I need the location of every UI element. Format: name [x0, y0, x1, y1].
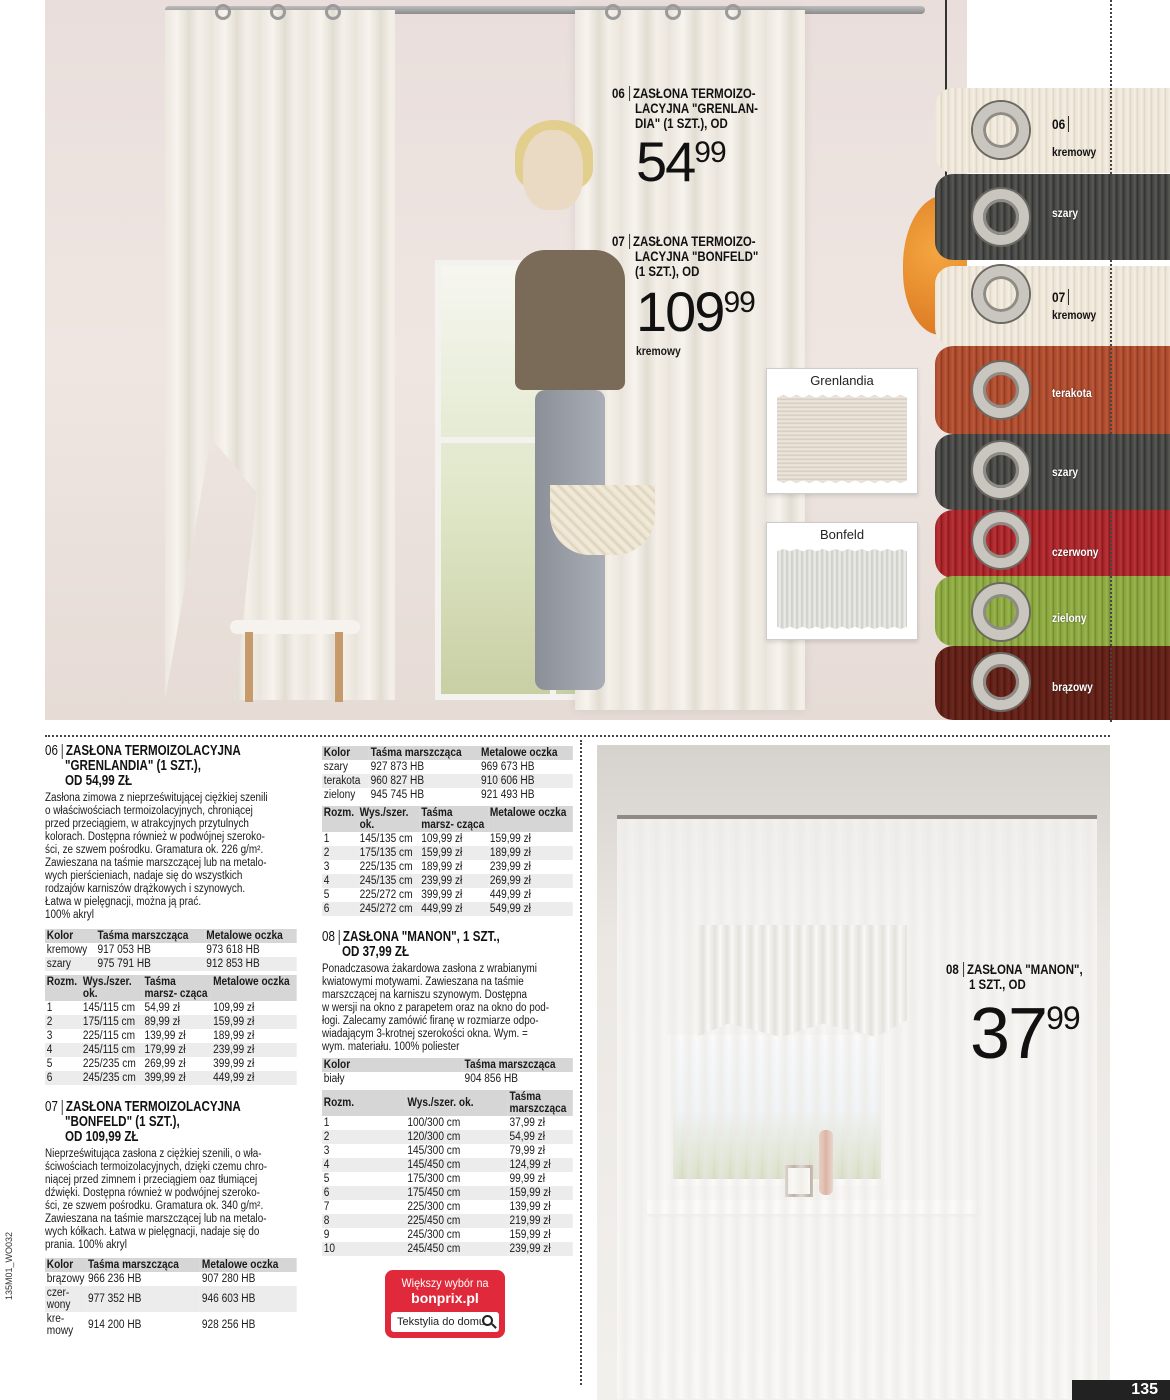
- manon-valance: [697, 925, 907, 1037]
- divider: [580, 740, 582, 1385]
- stool-leg: [335, 632, 343, 702]
- color-label: zielony: [1052, 611, 1087, 625]
- curtain-ring: [215, 4, 231, 20]
- stack-07-number: 07: [1052, 289, 1069, 305]
- color-label: brązowy: [1052, 680, 1093, 694]
- curtain-ring: [605, 4, 621, 20]
- color-table-07: Kolor Taśma marszcząca Metalowe oczka brązowy 966 236 HB 907 280 HB czer- wony 977 352 HB 946 603 HB kre- mowy 914 200 HB 928 256 HB: [45, 1258, 297, 1338]
- curtain-ring: [270, 4, 286, 20]
- color-table-06: Kolor Taśma marszcząca Metalowe oczka kremowy 917 053 HB 973 618 HB szary 975 791 HB 912 853 HB: [45, 929, 297, 971]
- color-label: kremowy: [1052, 308, 1097, 322]
- promo-link[interactable]: bonprix.pl: [411, 1290, 479, 1306]
- hero-color-07: kremowy: [636, 344, 681, 358]
- stack-07-kremowy: [935, 266, 1170, 346]
- swatch-title: Bonfeld: [819, 527, 865, 542]
- woman-cardigan: [515, 250, 625, 390]
- stack-07-czerwony: [935, 510, 1170, 578]
- curtain-ring: [725, 4, 741, 20]
- product-price: OD 54,99 ZŁ: [65, 773, 133, 789]
- curtain-ring: [325, 4, 341, 20]
- product-title: 08 ZASŁONA "MANON", 1 SZT.,: [322, 929, 500, 945]
- page-number: 135: [1072, 1380, 1170, 1400]
- color-label: szary: [1052, 465, 1079, 479]
- swatch-grenlandia: [766, 368, 918, 494]
- fabric-sample: [777, 395, 907, 483]
- product-07: [45, 1100, 300, 1252]
- swatch-title: Grenlandia: [810, 373, 874, 388]
- stool-leg: [245, 632, 253, 702]
- fabric-stack: [935, 88, 1170, 720]
- divider: [45, 735, 1110, 737]
- curtain-ring: [665, 4, 681, 20]
- product-description: Ponadczasowa żakardowa zasłona z wrabianymi kwiatowymi motywami. Zawieszana na taśmie marszczącej na karniszu szynowym. Dostępna w wersji na okno z parapetem oraz na okno do pod- łogi. Zalecamy zamówić firanę w rozmiarze odpo- wiadającym 3-krotnej szerokości okna. Wym. = wym. materiału. 100% poliester: [322, 963, 550, 1053]
- product-08: [322, 930, 577, 1054]
- basket: [550, 485, 655, 555]
- hero-tag-07: 07 ZASŁONA TERMOIZO- LACYJNA "BONFELD" (1 SZT.), OD: [612, 233, 759, 279]
- product-06: [45, 744, 300, 922]
- hero-tag-08: 08 ZASŁONA "MANON", 1 SZT., OD: [946, 961, 1083, 992]
- swatch-bonfeld: [766, 522, 918, 640]
- size-table-08: Rozm. Wys./szer. ok. Taśma marszcząca 1 100/300 cm 37,99 zł 2 120/300 cm 54,99 zł 3 145/300 cm 79,99 zł 4 145/450 cm 124,99 zł 5 175/300 cm 99,99 zł 6 175/450 cm 159,99 zł 7 225/300 cm 139,99 zł 8 225/450 cm 219,99 zł 9 245/300 cm 159,99 zł 10 245/450 cm 239,99 zł: [322, 1090, 573, 1256]
- curtain-left: [165, 10, 395, 700]
- catalog-code: 135M01_WO032: [4, 1231, 14, 1300]
- divider: [1110, 0, 1112, 722]
- hero-tag-06: 06 ZASŁONA TERMOIZO- LACYJNA "GRENLAN- DIA" (1 SZT.), OD: [612, 85, 758, 131]
- product-price: OD 37,99 ZŁ: [342, 944, 410, 960]
- hero-price-08: 3799: [970, 994, 1080, 1074]
- size-table-07: Rozm. Wys./szer. ok. Taśma marsz- cząca Metalowe oczka 1 145/135 cm 109,99 zł 159,99 zł 2 175/135 cm 159,99 zł 189,99 zł 3 225/135 cm 189,99 zł 239,99 zł 4 245/135 cm 239,99 zł 269,99 zł 5 225/272 cm 399,99 zł 449,99 zł 6 245/272 cm 449,99 zł 549,99 zł: [322, 806, 573, 916]
- woman-face: [523, 130, 583, 210]
- stack-06-number: 06: [1052, 116, 1069, 132]
- manon-curtain: [617, 819, 1097, 1399]
- product-description: Zasłona zimowa z nieprześwitującej ciężkiej szenili o właściwościach termoizolacyjnych, chroniącej przed przeciągiem, w atrakcyjnych przytulnych kolorach. Dostępna również w podwójnej szeroko- ści, ze szwem pośrodku. Gramatura ok. 226 g/m². Zawieszana na taśmie marszczącej lub na metalo- wych pierścieniach, nadaje się do wszystkich rodzajów karniszów drążkowych i szynowych. Łatwa w pielęgnacji, można ją prać. 100% akryl: [45, 792, 268, 921]
- color-label: terakota: [1052, 386, 1092, 400]
- bonprix-promo[interactable]: [385, 1270, 505, 1338]
- color-label: szary: [1052, 206, 1079, 220]
- product-title: 07 ZASŁONA TERMOIZOLACYJNA: [45, 1099, 241, 1115]
- fabric-sample: [777, 549, 907, 629]
- hero-price-06: 5499: [636, 130, 726, 193]
- search-icon[interactable]: [482, 1315, 493, 1326]
- search-text: Tekstylia do domu: [397, 1316, 486, 1328]
- product-title: "BONFELD" (1 SZT.),: [65, 1114, 180, 1130]
- size-table-06: Rozm. Wys./szer. ok. Taśma marsz- cząca Metalowe oczka 1 145/115 cm 54,99 zł 109,99 zł 2 175/115 cm 89,99 zł 159,99 zł 3 225/115 cm 139,99 zł 189,99 zł 4 245/115 cm 179,99 zł 239,99 zł 5 225/235 cm 269,99 zł 399,99 zł 6 245/235 cm 399,99 zł 449,99 zł: [45, 975, 297, 1085]
- color-label: kremowy: [1052, 145, 1097, 159]
- product-price: OD 109,99 ZŁ: [65, 1129, 139, 1145]
- product-title: "GRENLANDIA" (1 SZT.),: [65, 758, 202, 774]
- product-description: Nieprześwitująca zasłona z ciężkiej szenili, o wła- ściwościach termoizolacyjnych, dzięki czemu chro- niącej przed zimnem i przeciągiem oaz tłumiącej dźwięki. Dostępna również w podwójnej szeroko- ści, ze szwem pośrodku. Gramatura ok. 340 g/m². Zawieszana na taśmie marszczącej lub na metalo- wych kółkach. Łatwa w pielęgnacji, nadaje się do prania. 100% akryl: [45, 1148, 268, 1251]
- color-table-08: Kolor Taśma marszcząca biały 904 856 HB: [322, 1058, 573, 1086]
- color-table-07-cont: Kolor Taśma marszcząca Metalowe oczka szary 927 873 HB 969 673 HB terakota 960 827 HB 910 606 HB zielony 945 745 HB 921 493 HB: [322, 746, 573, 802]
- promo-search-box[interactable]: [391, 1312, 499, 1332]
- promo-text: Większy wybór na: [401, 1276, 489, 1290]
- hero-price-07: 10999: [636, 280, 755, 343]
- product-title: 06 ZASŁONA TERMOIZOLACYJNA: [45, 743, 241, 759]
- color-label: czerwony: [1052, 545, 1099, 559]
